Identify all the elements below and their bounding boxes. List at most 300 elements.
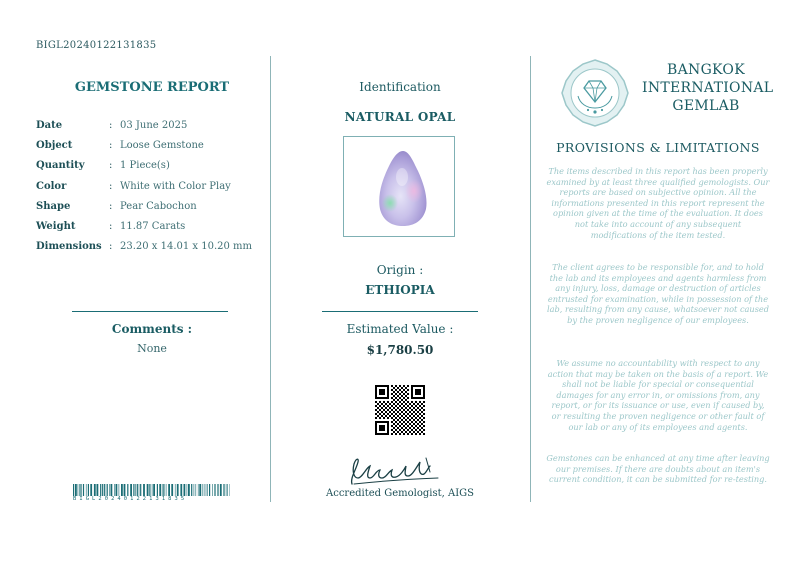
barcode-bar — [147, 484, 149, 496]
qr-module — [395, 389, 397, 391]
qr-module — [375, 417, 377, 419]
qr-module — [405, 387, 407, 389]
qr-module — [401, 419, 403, 421]
qr-module — [403, 401, 405, 403]
barcode-text: BIGL20240122131835 — [73, 496, 188, 502]
barcode-bar — [114, 484, 115, 496]
origin-value: ETHIOPIA — [365, 283, 435, 297]
identification-label: Identification — [359, 80, 441, 94]
barcode-bar — [175, 484, 176, 496]
qr-module — [415, 413, 417, 415]
qr-module — [391, 413, 393, 415]
qr-module — [409, 411, 411, 413]
qr-module — [401, 395, 403, 397]
qr-module — [407, 421, 409, 423]
qr-module — [399, 417, 401, 419]
qr-module — [419, 421, 421, 423]
qr-module — [397, 431, 399, 433]
qr-module — [423, 409, 425, 411]
qr-module — [421, 423, 423, 425]
qr-module — [393, 419, 395, 421]
qr-module — [403, 413, 405, 415]
qr-module — [413, 431, 415, 433]
qr-module — [411, 405, 413, 407]
barcode-bar — [204, 484, 205, 496]
detail-value: 23.20 x 14.01 x 10.20 mm — [120, 241, 253, 253]
qr-module — [405, 391, 407, 393]
barcode-bar — [127, 484, 128, 496]
detail-separator: : — [109, 120, 113, 131]
qr-module — [393, 407, 395, 409]
qr-module — [397, 419, 399, 421]
qr-module — [417, 431, 419, 433]
qr-module — [391, 417, 393, 419]
barcode-bar — [79, 484, 80, 496]
barcode-bar — [162, 484, 163, 496]
qr-module — [407, 433, 409, 435]
barcode-bar — [116, 484, 118, 496]
detail-label: Dimensions — [36, 241, 102, 253]
qr-module — [395, 393, 397, 395]
barcode-bar — [152, 484, 153, 496]
lab-name-line1: BANGKOK — [667, 62, 745, 78]
lab-name-line3: GEMLAB — [672, 98, 740, 114]
qr-module — [401, 415, 403, 417]
qr-module — [375, 413, 377, 415]
qr-module — [423, 405, 425, 407]
barcode-image — [73, 484, 230, 496]
qr-module — [375, 401, 377, 403]
barcode-bar — [100, 484, 101, 496]
qr-module — [413, 423, 415, 425]
qr-module — [417, 427, 419, 429]
qr-module — [419, 413, 421, 415]
barcode-bar — [104, 484, 105, 496]
qr-module — [379, 405, 381, 407]
qr-module — [379, 425, 385, 431]
stone-identification: NATURAL OPAL — [344, 110, 456, 124]
qr-module — [405, 407, 407, 409]
qr-module — [399, 397, 401, 399]
barcode-bar — [177, 484, 179, 496]
qr-module — [409, 419, 411, 421]
qr-module — [403, 385, 405, 387]
barcode-bar — [86, 484, 87, 496]
qr-module — [421, 415, 423, 417]
qr-module — [379, 413, 381, 415]
qr-module — [403, 433, 405, 435]
detail-row-date — [36, 120, 268, 140]
qr-module — [397, 411, 399, 413]
provisions-paragraph: The items described in this report has been properly examined by at least three qualified gemologists. Our reports are based on subjective opinion. All the informations presented in this report represent the opinion given at the time of the evaluation. It does not take into account of any subsequent modifications of the item tested. — [546, 166, 770, 240]
detail-separator: : — [109, 140, 113, 152]
report-title: GEMSTONE REPORT — [74, 80, 230, 95]
detail-label: Weight — [36, 220, 76, 232]
qr-module — [389, 407, 391, 409]
detail-label: Date — [36, 120, 63, 131]
detail-row-object — [36, 140, 268, 160]
qr-module — [403, 393, 405, 395]
barcode-bar — [140, 484, 141, 496]
qr-module — [405, 415, 407, 417]
barcode-bar — [214, 484, 215, 496]
barcode-bar — [94, 484, 96, 496]
qr-module — [377, 407, 379, 409]
qr-module — [375, 405, 377, 407]
qr-module — [423, 433, 425, 435]
qr-module — [405, 419, 407, 421]
qr-module — [413, 419, 415, 421]
barcode-bar — [223, 484, 224, 496]
qr-module — [405, 423, 407, 425]
qr-module — [403, 421, 405, 423]
comments-value: None — [137, 342, 167, 355]
estimated-value: $1,780.50 — [366, 343, 434, 357]
signature-image — [342, 448, 442, 490]
qr-module — [403, 409, 405, 411]
provisions-paragraph: We assume no accountability with respect to any action that may be taken on the basis of a report. We shall not be liable for special or consequential damages for any error in, or omissions from, any report, or for its issuance or use, even if caused by, or resulting the proven negligence or other fault of our lab or any of its employees and agents. — [547, 358, 769, 432]
barcode-bar — [137, 484, 138, 496]
qr-module — [411, 413, 413, 415]
qr-module — [407, 385, 409, 387]
provisions-paragraph: The client agrees to be responsible for, and to hold the lab and its employees and agents harmless from any injury, loss, damage or destruction of articles entrusted for examination, while in possession of the lab, resulting from any cause, whatsoever not caused by the proven negligence of our employees. — [547, 262, 769, 325]
qr-module — [379, 409, 381, 411]
detail-row-dimensions — [36, 241, 268, 261]
barcode-bar — [194, 484, 195, 496]
qr-module — [405, 395, 407, 397]
qr-module — [417, 419, 419, 421]
qr-module — [423, 417, 425, 419]
lab-name-line2: INTERNATIONAL — [642, 80, 774, 96]
detail-label: Object — [36, 140, 73, 152]
barcode-bar — [135, 484, 136, 496]
detail-value: 03 June 2025 — [120, 120, 188, 131]
qr-module — [375, 409, 377, 411]
barcode-bar — [124, 484, 126, 496]
qr-module — [417, 403, 419, 405]
qr-module — [407, 425, 409, 427]
lab-name — [642, 61, 774, 115]
qr-module — [381, 407, 383, 409]
qr-module — [403, 389, 405, 391]
qr-module — [387, 413, 389, 415]
detail-value: Pear Cabochon — [120, 200, 197, 212]
qr-module — [399, 401, 401, 403]
qr-module — [407, 401, 409, 403]
qr-module — [385, 407, 387, 409]
qr-module — [395, 421, 397, 423]
qr-module — [417, 411, 419, 413]
qr-module — [383, 405, 385, 407]
qr-module — [405, 411, 407, 413]
barcode-bar — [157, 484, 158, 496]
qr-module — [391, 385, 393, 387]
qr-module — [391, 409, 393, 411]
qr-module — [419, 429, 421, 431]
qr-module — [419, 409, 421, 411]
qr-module — [403, 429, 405, 431]
qr-module — [397, 407, 399, 409]
qr-module — [423, 425, 425, 427]
qr-module — [409, 431, 411, 433]
report-number: BIGL20240122131835 — [36, 40, 157, 51]
qr-module — [409, 427, 411, 429]
qr-module — [411, 421, 413, 423]
barcode-bar — [133, 484, 134, 496]
qr-module — [411, 433, 413, 435]
barcode-bar — [199, 484, 201, 496]
qr-module — [393, 391, 395, 393]
qr-module — [399, 393, 401, 395]
qr-module — [421, 411, 423, 413]
qr-module — [401, 387, 403, 389]
estimated-value-label: Estimated Value : — [346, 322, 454, 336]
detail-value: 1 Piece(s) — [120, 160, 170, 172]
qr-module — [399, 413, 401, 415]
barcode-bar — [171, 484, 173, 496]
qr-module — [421, 407, 423, 409]
qr-module — [413, 415, 415, 417]
value-divider — [322, 311, 478, 312]
barcode-bar — [196, 484, 197, 496]
barcode-bar — [180, 484, 182, 496]
qr-module — [393, 395, 395, 397]
qr-module — [393, 431, 395, 433]
barcode-bar — [207, 484, 208, 496]
qr-module — [411, 409, 413, 411]
lab-logo-icon — [560, 58, 630, 128]
detail-separator: : — [109, 220, 113, 232]
qr-module — [415, 433, 417, 435]
qr-module — [397, 427, 399, 429]
qr-module — [419, 433, 421, 435]
barcode-bar — [206, 484, 207, 496]
qr-module — [385, 415, 387, 417]
qr-module — [411, 429, 413, 431]
barcode-bar — [166, 484, 167, 496]
barcode-bar — [139, 484, 140, 496]
origin-label: Origin : — [376, 263, 424, 277]
qr-module — [409, 423, 411, 425]
qr-module — [409, 415, 411, 417]
barcode-bar — [121, 484, 123, 496]
barcode-bar — [107, 484, 108, 496]
qr-module — [377, 411, 379, 413]
qr-module — [401, 407, 403, 409]
qr-module — [389, 415, 391, 417]
detail-value: 11.87 Carats — [120, 220, 186, 232]
qr-module — [391, 397, 393, 399]
qr-module — [395, 417, 397, 419]
qr-module — [399, 421, 401, 423]
qr-module — [395, 385, 397, 387]
qr-module — [381, 415, 383, 417]
qr-module — [407, 409, 409, 411]
qr-module — [395, 405, 397, 407]
qr-module — [421, 431, 423, 433]
qr-module — [415, 429, 417, 431]
qr-module — [395, 425, 397, 427]
qr-module — [397, 391, 399, 393]
qr-module — [399, 429, 401, 431]
qr-module — [401, 427, 403, 429]
qr-module — [379, 389, 385, 395]
qr-module — [389, 411, 391, 413]
qr-module — [407, 429, 409, 431]
qr-module — [399, 433, 401, 435]
qr-module — [381, 403, 383, 405]
qr-module — [419, 401, 421, 403]
qr-module — [401, 391, 403, 393]
barcode-bar — [153, 484, 155, 496]
barcode-bar — [191, 484, 192, 496]
qr-module — [411, 417, 413, 419]
barcode-bar — [188, 484, 190, 496]
qr-module — [397, 423, 399, 425]
qr-module — [385, 411, 387, 413]
qr-module — [391, 421, 393, 423]
qr-module — [419, 405, 421, 407]
qr-module — [395, 433, 397, 435]
provisions-paragraph: Gemstones can be enhanced at any time after leaving our premises. If there are doubts about an item's current condition, it can be submitted for re-testing. — [546, 453, 770, 485]
barcode-bar — [168, 484, 170, 496]
detail-label: Shape — [36, 200, 71, 212]
qr-module — [417, 407, 419, 409]
qr-module — [415, 417, 417, 419]
barcode-bar — [130, 484, 132, 496]
qr-module — [413, 403, 415, 405]
detail-row-color — [36, 181, 268, 201]
detail-label: Color — [36, 180, 67, 192]
qr-module — [417, 423, 419, 425]
qr-module — [393, 423, 395, 425]
qr-module — [397, 395, 399, 397]
qr-module — [403, 425, 405, 427]
barcode-bar — [109, 484, 110, 496]
qr-module — [413, 427, 415, 429]
qr-module — [405, 431, 407, 433]
qr-module — [401, 411, 403, 413]
qr-module — [423, 413, 425, 415]
details-table — [36, 120, 268, 261]
qr-module — [411, 425, 413, 427]
barcode-bar — [97, 484, 99, 496]
qr-module — [391, 401, 393, 403]
detail-value: White with Color Play — [120, 180, 231, 192]
qr-module — [411, 401, 413, 403]
qr-module — [415, 389, 421, 395]
qr-module — [389, 403, 391, 405]
qr-module — [393, 387, 395, 389]
qr-module — [421, 419, 423, 421]
qr-module — [407, 393, 409, 395]
qr-module — [401, 403, 403, 405]
qr-module — [407, 397, 409, 399]
qr-module — [407, 389, 409, 391]
qr-code — [375, 385, 425, 435]
detail-separator: : — [109, 180, 113, 192]
qr-module — [383, 413, 385, 415]
qr-module — [415, 409, 417, 411]
opal-stone-image — [344, 137, 454, 236]
detail-value: Loose Gemstone — [120, 140, 204, 152]
barcode-bar — [224, 484, 225, 496]
barcode-bar — [88, 484, 89, 496]
qr-module — [399, 385, 401, 387]
detail-separator: : — [109, 241, 113, 253]
qr-module — [379, 401, 381, 403]
barcode-bar — [202, 484, 203, 496]
detail-label: Quantity — [36, 160, 85, 172]
barcode-bar — [73, 484, 74, 496]
column-divider-right — [530, 56, 531, 502]
qr-module — [395, 397, 397, 399]
qr-module — [407, 413, 409, 415]
barcode-bar — [227, 484, 228, 496]
detail-row-weight — [36, 221, 268, 241]
qr-module — [395, 409, 397, 411]
qr-module — [403, 397, 405, 399]
qr-module — [393, 403, 395, 405]
qr-module — [387, 409, 389, 411]
barcode-bar — [102, 484, 103, 496]
qr-module — [415, 421, 417, 423]
qr-module — [391, 433, 393, 435]
barcode-bar — [90, 484, 92, 496]
qr-module — [399, 405, 401, 407]
barcode-bar — [83, 484, 84, 496]
qr-module — [393, 415, 395, 417]
qr-module — [415, 405, 417, 407]
qr-module — [391, 389, 393, 391]
qr-module — [385, 403, 387, 405]
qr-module — [423, 429, 425, 431]
qr-module — [379, 417, 381, 419]
qr-module — [391, 429, 393, 431]
qr-module — [417, 415, 419, 417]
qr-module — [387, 401, 389, 403]
qr-module — [391, 405, 393, 407]
provisions-title: PROVISIONS & LIMITATIONS — [556, 140, 760, 155]
qr-module — [383, 417, 385, 419]
qr-module — [395, 413, 397, 415]
qr-module — [383, 409, 385, 411]
qr-module — [393, 427, 395, 429]
qr-module — [401, 431, 403, 433]
detail-row-shape — [36, 201, 268, 221]
qr-module — [377, 403, 379, 405]
qr-module — [397, 399, 399, 401]
qr-module — [419, 425, 421, 427]
barcode-bar — [143, 484, 145, 496]
comments-label: Comments : — [111, 322, 193, 336]
qr-module — [397, 387, 399, 389]
barcode-bar — [111, 484, 113, 496]
qr-module — [393, 399, 395, 401]
qr-module — [399, 425, 401, 427]
qr-module — [409, 403, 411, 405]
qr-module — [421, 427, 423, 429]
qr-module — [399, 389, 401, 391]
signature-caption: Accredited Gemologist, AIGS — [326, 488, 474, 499]
barcode-bar — [75, 484, 77, 496]
barcode-bar — [226, 484, 227, 496]
qr-module — [405, 427, 407, 429]
barcode-bar — [209, 484, 210, 496]
detail-row-quantity — [36, 160, 268, 180]
qr-module — [391, 393, 393, 395]
qr-module — [405, 403, 407, 405]
